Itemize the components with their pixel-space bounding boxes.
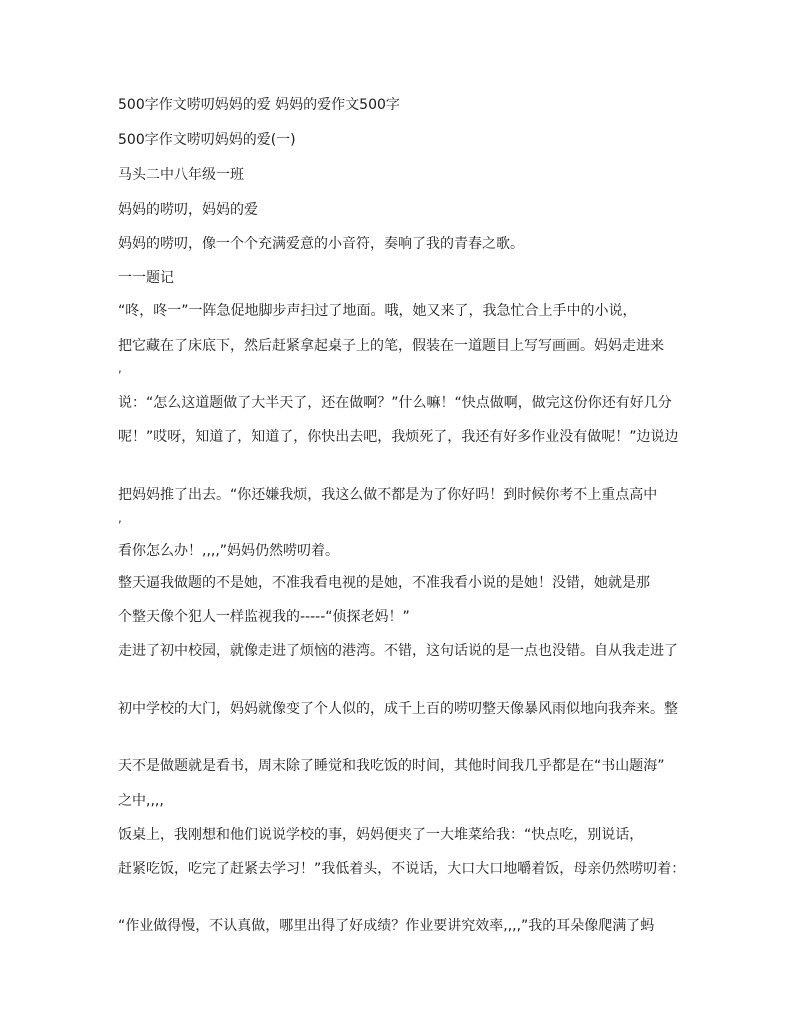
essay-heading: 妈妈的唠叨，妈妈的爱 [118, 202, 258, 218]
epigraph: 妈妈的唠叨，像一个个充满爱意的小音符，奏响了我的青春之歌。 [118, 236, 524, 252]
document-subtitle: 500字作文唠叨妈妈的爱(一) [118, 132, 296, 148]
paragraph-line: 把它藏在了床底下，然后赶紧拿起桌子上的笔，假装在一道题目上写写画画。妈妈走进来 [118, 338, 664, 354]
document-title: 500字作文唠叨妈妈的爱 妈妈的爱作文500字 [118, 97, 400, 113]
paragraph-line: “作业做得慢，不认真做，哪里出得了好成绩？作业要讲究效率,,,,”我的耳朵像爬满了蚂 [118, 918, 655, 934]
paragraph-line: 个整天像个犯人一样监视我的-----“侦探老妈！” [118, 609, 410, 625]
paragraph-line: 天不是做题就是看书，周末除了睡觉和我吃饭的时间，其他时间我几乎都是在“书山题海” [118, 758, 665, 774]
paragraph-line: 整天逼我做题的不是她，不准我看电视的是她，不准我看小说的是她！没错，她就是那 [118, 575, 650, 591]
paragraph-line: 说：“怎么这道题做了大半天了，还在做啊？”什么嘛！“快点做啊，做完这份你还有好几分 [118, 395, 672, 411]
paragraph-line: “咚，咚一”一阵急促地脚步声扫过了地面。哦，她又来了，我急忙合上手中的小说， [118, 303, 637, 319]
paragraph-line: 之中,,,, [118, 793, 164, 809]
paragraph-fragment: , [118, 511, 122, 525]
paragraph-line: 看你怎么办！,,,,”妈妈仍然唠叨着。 [118, 543, 340, 559]
paragraph-line: 呢！”哎呀，知道了，知道了，你快出去吧，我烦死了，我还有好多作业没有做呢！”边说边 [118, 429, 679, 445]
paragraph-line: 走进了初中校园，就像走进了烦恼的港湾。不错，这句话说的是一点也没错。自从我走进了 [118, 643, 678, 659]
paragraph-fragment: , [118, 361, 122, 375]
paragraph-line: 把妈妈推了出去。“你还嫌我烦，我这么做不都是为了你好吗！到时候你考不上重点高中 [118, 487, 658, 503]
epigraph-source: 一一题记 [118, 270, 174, 286]
paragraph-line: 饭桌上，我刚想和他们说说学校的事，妈妈便夹了一大堆菜给我：“快点吃，别说话， [118, 827, 644, 843]
paragraph-line: 赶紧吃饭，吃完了赶紧去学习！”我低着头，不说话，大口大口地嚼着饭，母亲仍然唠叨着： [118, 861, 686, 877]
paragraph-line: 初中学校的大门，妈妈就像变了个人似的，成千上百的唠叨整天像暴风雨似地向我奔来。整 [118, 701, 678, 717]
author-line: 马头二中八年级一班 [118, 167, 244, 183]
